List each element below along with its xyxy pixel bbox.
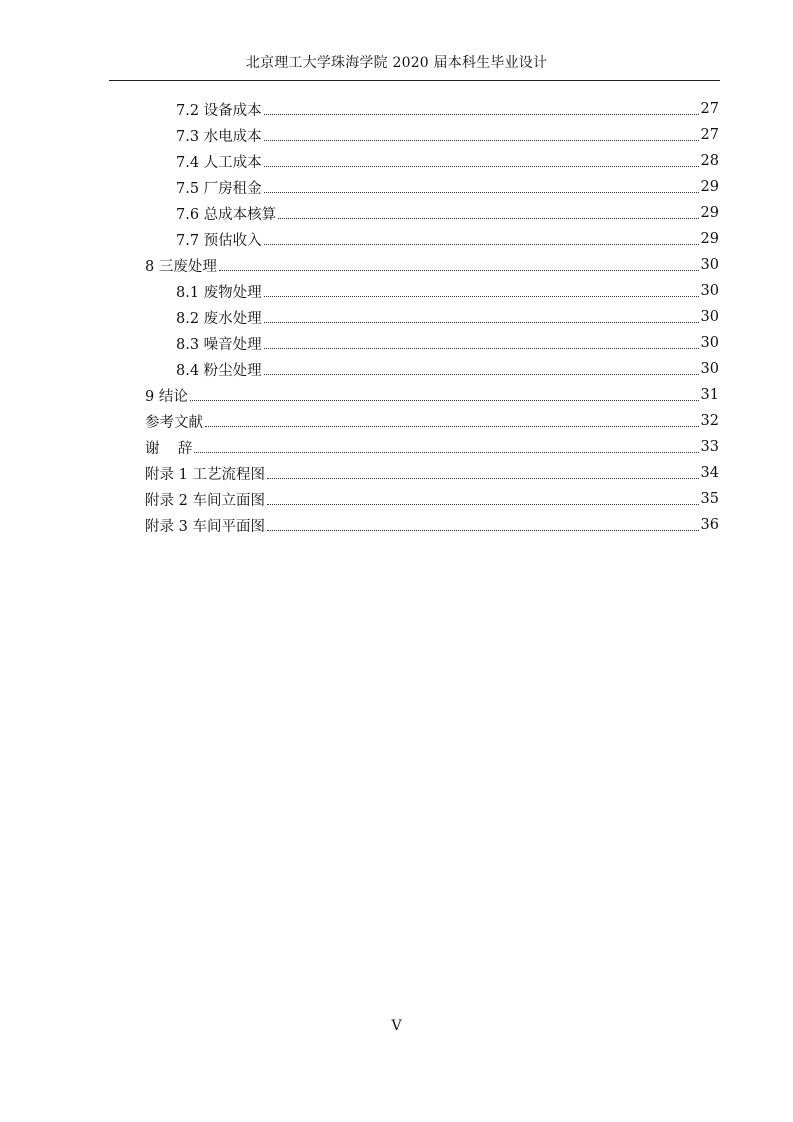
toc-entry-page: 30 — [700, 335, 719, 351]
toc-dot-leader — [194, 452, 698, 453]
toc-entry[interactable] — [176, 226, 719, 252]
toc-dot-leader — [267, 504, 699, 505]
toc-entry-page: 33 — [700, 439, 719, 455]
toc-entry-label: 附录 2 车间立面图 — [145, 492, 265, 509]
toc-dot-leader — [267, 478, 699, 479]
toc-dot-leader — [264, 114, 699, 115]
header-divider — [109, 80, 720, 81]
toc-dot-leader — [264, 374, 699, 375]
toc-entry-page: 29 — [700, 179, 719, 195]
toc-entry[interactable] — [176, 278, 719, 304]
toc-entry-page: 36 — [700, 517, 719, 533]
toc-entry-page: 31 — [700, 387, 719, 403]
toc-entry-label: 附录 3 车间平面图 — [145, 518, 265, 535]
toc-dot-leader — [264, 296, 699, 297]
toc-entry-label: 8 三废处理 — [145, 258, 217, 275]
toc-entry-page: 28 — [700, 153, 719, 169]
toc-entry-label: 7.7 预估收入 — [176, 232, 262, 249]
toc-entry[interactable] — [176, 148, 719, 174]
toc-entry[interactable] — [145, 434, 719, 460]
toc-entry[interactable] — [145, 382, 719, 408]
toc-entry-page: 32 — [700, 413, 719, 429]
toc-entry-page: 35 — [700, 491, 719, 507]
toc-entry[interactable] — [145, 252, 719, 278]
toc-entry-label: 8.4 粉尘处理 — [176, 362, 262, 379]
toc-entry[interactable] — [145, 460, 719, 486]
toc-entry[interactable] — [145, 486, 719, 512]
toc-dot-leader — [278, 218, 698, 219]
toc-entry-page: 29 — [700, 231, 719, 247]
page-number: V — [391, 1018, 402, 1034]
toc-entry-page: 30 — [700, 283, 719, 299]
page-header: 北京理工大学珠海学院 2020 届本科生毕业设计 — [245, 55, 548, 71]
toc-entry-page: 30 — [700, 309, 719, 325]
toc-entry-page: 30 — [700, 361, 719, 377]
toc-dot-leader — [267, 530, 699, 531]
toc-dot-leader — [264, 322, 699, 323]
toc-dot-leader — [264, 192, 699, 193]
toc-dot-leader — [219, 270, 699, 271]
toc-dot-leader — [264, 348, 699, 349]
toc-entry-label: 8.1 废物处理 — [176, 284, 262, 301]
toc-entry-label: 7.3 水电成本 — [176, 128, 262, 145]
toc-entry-label: 8.2 废水处理 — [176, 310, 262, 327]
toc-entry[interactable] — [176, 122, 719, 148]
toc-dot-leader — [205, 426, 699, 427]
toc-entry-label: 谢 辞 — [145, 440, 193, 457]
toc-entry-label: 8.3 噪音处理 — [176, 336, 262, 353]
toc-entry[interactable] — [145, 512, 719, 538]
toc-entry-label: 附录 1 工艺流程图 — [145, 466, 265, 483]
toc-entry-label: 7.6 总成本核算 — [176, 206, 277, 223]
toc-entry-page: 34 — [700, 465, 719, 481]
toc-entry-label: 9 结论 — [145, 388, 188, 405]
toc-entry[interactable] — [176, 200, 719, 226]
toc-entry-label: 7.5 厂房租金 — [176, 180, 262, 197]
toc-entry[interactable] — [176, 330, 719, 356]
toc-entry[interactable] — [176, 174, 719, 200]
toc-dot-leader — [264, 140, 699, 141]
toc-entry[interactable] — [176, 356, 719, 382]
toc-dot-leader — [264, 244, 699, 245]
toc-entry-label: 7.2 设备成本 — [176, 102, 262, 119]
toc-entry[interactable] — [176, 304, 719, 330]
toc-entry-page: 29 — [700, 205, 719, 221]
toc-entry[interactable] — [145, 408, 719, 434]
toc-entry-page: 27 — [700, 101, 719, 117]
toc-entry-label: 7.4 人工成本 — [176, 154, 262, 171]
toc-dot-leader — [190, 400, 699, 401]
toc-entry[interactable] — [176, 96, 719, 122]
toc-dot-leader — [264, 166, 699, 167]
toc-entry-label: 参考文献 — [145, 414, 203, 431]
toc-entry-page: 30 — [700, 257, 719, 273]
toc-entry-page: 27 — [700, 127, 719, 143]
